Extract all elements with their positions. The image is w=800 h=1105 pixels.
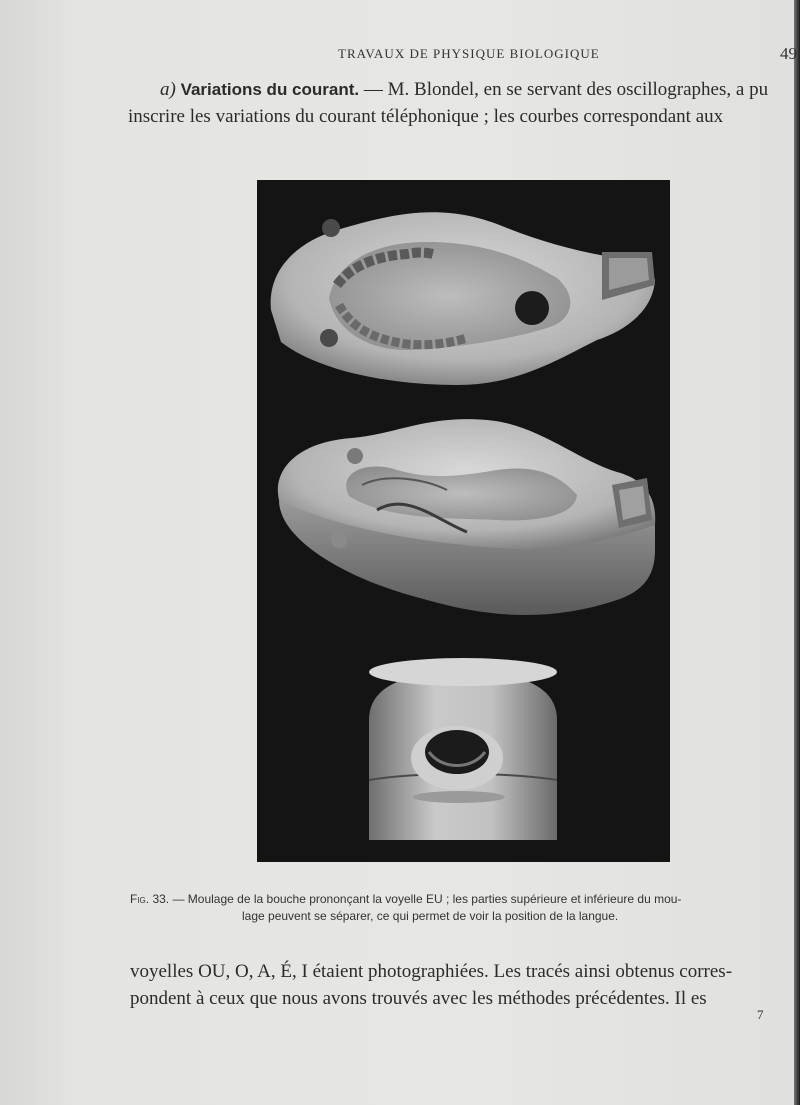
figure-photograph xyxy=(257,180,670,862)
page-number: 49 xyxy=(780,44,797,63)
lips-mould xyxy=(369,658,557,840)
upper-mould-piece xyxy=(271,212,655,385)
figure-caption xyxy=(130,891,800,925)
paragraph-voyelles xyxy=(130,958,800,1012)
caption-text: — Moulage de la bouche prononçant la voyelle EU ; les parties supérieure et inférieure du mou- xyxy=(169,892,682,906)
caption-line: lage peuvent se séparer, ce qui permet de voir la position de la langue. xyxy=(242,909,619,923)
paragraph-text: — M. Blondel, en se servant des oscillographes, a pu xyxy=(359,79,769,100)
paragraph-line: pondent à ceux que nous avons trouvés avec les méthodes précédentes. Il es xyxy=(130,988,707,1009)
figure-label: Fig. 33. xyxy=(130,892,170,906)
book-spine-edge xyxy=(794,0,800,1105)
paragraph-line: voyelles OU, O, A, É, I étaient photographiées. Les tracés ainsi obtenus corres- xyxy=(130,961,733,982)
printer-signature-mark: 7 xyxy=(757,1007,764,1022)
paragraph-variations-courant xyxy=(128,76,800,130)
item-label: a) xyxy=(160,79,176,100)
caption-line xyxy=(130,891,800,908)
lower-mould-piece xyxy=(278,419,655,615)
paragraph-line: inscrire les variations du courant téléphonique ; les courbes correspondant aux xyxy=(128,106,724,127)
paragraph-line xyxy=(128,76,800,103)
section-heading: Variations du courant. xyxy=(180,80,360,99)
running-head: TRAVAUX DE PHYSIQUE BIOLOGIQUE xyxy=(338,46,600,61)
